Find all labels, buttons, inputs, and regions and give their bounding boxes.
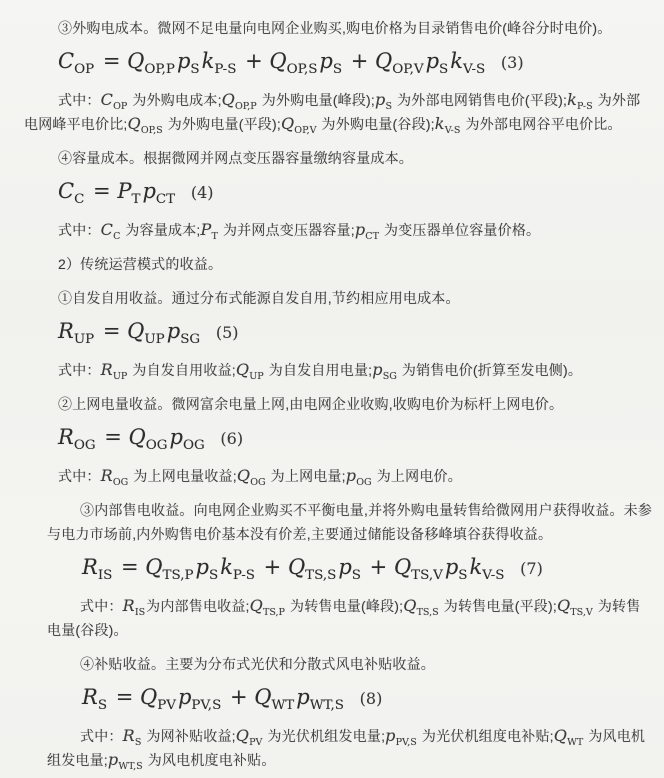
math-variable: C	[58, 179, 75, 203]
math-subscript: S	[458, 568, 468, 584]
math-variable: R	[82, 685, 98, 709]
math-variable: Q	[236, 466, 251, 485]
math-variable: Q	[553, 726, 568, 745]
math-variable: p	[166, 319, 181, 343]
math-variable: Q	[128, 425, 146, 449]
math-variable: R	[58, 425, 74, 449]
item-1-self-use-revenue: ①自发自用收益。通过分布式能源自发自用,节约相应用电成本。	[58, 290, 460, 306]
item-4-capacity-cost: ④容量成本。根据微网并网点变压器容量缴纳容量成本。	[58, 150, 413, 166]
math-variable: Q	[254, 685, 272, 709]
equation-5: $R_{UP} = Q_{UP}p_{SG}$ (5)	[58, 319, 239, 348]
math-variable: Q	[235, 726, 250, 745]
math-subscript: UP	[144, 332, 165, 348]
math-subscript: TS,S	[305, 568, 337, 584]
equation-7-legend: 式中：$R_{IS}$为内部售电收益$;Q_{TS,P}$ 为转售电量(峰段)$;Q_{TS,S}$ 为转售电量(平段)$;Q_{TS,V}$ 为转售电量(谷段)。	[47, 596, 641, 638]
math-subscript: PV	[157, 698, 176, 714]
math-variable: Q	[127, 49, 145, 73]
math-subscript: S	[97, 698, 108, 714]
equation-7: $R_{IS} = Q_{TS,P}p_Sk_{P-S} + Q_{TS,S}p_S + Q_{TS,V}p_Sk_{V-S}$ (7)	[82, 555, 543, 584]
math-subscript: S	[351, 568, 361, 584]
math-subscript: UP	[73, 332, 95, 348]
equation-6: $R_{OG} = Q_{OG}p_{OG}$ (6)	[58, 425, 244, 454]
math-subscript: WT,S	[118, 760, 143, 772]
math-subscript: TS,P	[262, 606, 285, 618]
math-subscript: T	[211, 230, 218, 242]
equation-5-legend: 式中：$R_{UP}$ 为自发自用收益$;Q_{UP}$ 为自发自用电量$;p_{SG}$ 为销售电价(折算至发电侧)。	[58, 360, 583, 382]
math-variable: p	[375, 90, 386, 109]
math-variable: k	[434, 114, 445, 133]
math-subscript: OP,V	[392, 62, 424, 78]
math-subscript: TS,S	[416, 606, 439, 618]
math-variable: p	[142, 179, 156, 203]
math-variable: k	[469, 555, 483, 579]
equation-number: (6)	[220, 429, 244, 448]
math-variable: k	[220, 555, 233, 579]
math-variable: Q	[127, 114, 141, 133]
math-variable: p	[354, 220, 366, 239]
math-variable: p	[296, 685, 310, 709]
item-4-subsidy-revenue: ④补贴收益。主要为分布式光伏和分散式风电补贴收益。	[80, 656, 435, 672]
math-variable: p	[345, 466, 357, 485]
math-subscript: S	[190, 62, 200, 78]
math-variable: p	[319, 49, 333, 73]
equation-3: $C_{OP} = Q_{OP,P}p_Sk_{P-S} + Q_{OP,S}p_S + Q_{OP,V}p_Sk_{V-S}$ (3)	[58, 49, 524, 78]
math-variable: C	[100, 220, 114, 239]
math-subscript: SG	[180, 332, 201, 348]
math-subscript: UP	[112, 370, 128, 382]
math-subscript: WT	[567, 736, 584, 748]
math-subscript: V-S	[482, 568, 505, 584]
math-subscript: UP	[249, 370, 264, 382]
math-subscript: C	[74, 192, 85, 208]
math-variable: R	[100, 360, 113, 379]
math-subscript: IS	[134, 606, 146, 618]
math-subscript: OG	[112, 476, 129, 488]
equation-number: (8)	[359, 689, 383, 708]
math-variable: R	[100, 466, 113, 485]
math-variable: k	[450, 49, 463, 73]
math-subscript: OG	[182, 438, 205, 454]
math-variable: Q	[287, 555, 306, 579]
equation-number: (7)	[520, 559, 543, 578]
equation-8: $R_S = Q_{PV}p_{PV,S} + Q_{WT}p_{WT,S}$ (8)	[82, 685, 383, 714]
math-subscript: S	[439, 62, 449, 78]
math-subscript: S	[208, 568, 219, 584]
math-subscript: IS	[97, 568, 113, 584]
math-variable: p	[425, 49, 440, 73]
math-subscript: OP,P	[144, 62, 175, 78]
math-variable: k	[567, 90, 578, 109]
math-subscript: SG	[382, 370, 397, 382]
math-variable: R	[82, 555, 98, 579]
item-3-internal-sale-revenue: ③内部售电收益。向电网企业购买不平衡电量,并将外购电量转售给微网用户获得收益。未参与电力市场前,内外购售电价基本没有价差,主要通过储能设备移峰填谷获得收益。	[47, 502, 653, 542]
math-subscript: P-S	[577, 100, 593, 112]
math-variable: P	[200, 220, 212, 239]
math-variable: p	[385, 726, 396, 745]
math-variable: C	[58, 49, 75, 73]
math-variable: p	[169, 425, 183, 449]
math-variable: k	[201, 49, 215, 73]
math-variable: C	[100, 90, 114, 109]
math-subscript: OG	[73, 438, 96, 454]
math-subscript: CT	[155, 192, 176, 208]
math-variable: p	[177, 685, 192, 709]
math-variable: p	[176, 49, 191, 73]
math-subscript: PV,S	[395, 736, 417, 748]
math-subscript: V-S	[444, 124, 461, 136]
equation-number: (3)	[500, 53, 524, 72]
document-body	[0, 16, 658, 772]
math-subscript: OP,S	[286, 62, 318, 78]
math-subscript: S	[134, 736, 142, 748]
math-subscript: C	[113, 230, 121, 242]
math-subscript: OG	[250, 476, 266, 488]
equation-4: $C_C = P_Tp_{CT}$ (4)	[58, 179, 214, 208]
math-variable: R	[122, 726, 135, 745]
math-variable: Q	[403, 596, 417, 615]
math-variable: Q	[221, 90, 235, 109]
math-subscript: V-S	[462, 62, 486, 78]
math-subscript: CT	[365, 230, 379, 242]
math-subscript: S	[332, 62, 343, 78]
equation-6-legend: 式中：$R_{OG}$ 为上网电量收益$;Q_{OG}$ 为上网电量$;p_{OG}$ 为上网电价。	[58, 466, 462, 488]
math-subscript: OG	[356, 476, 372, 488]
math-subscript: OP,P	[235, 100, 257, 112]
math-variable: p	[195, 555, 209, 579]
math-variable: Q	[556, 596, 571, 615]
math-variable: Q	[375, 49, 393, 73]
section-2-heading: 2）传统运营模式的收益。	[58, 256, 223, 272]
math-variable: Q	[127, 319, 145, 343]
math-subscript: WT	[271, 698, 295, 714]
item-2-grid-feed-revenue: ②上网电量收益。微网富余电量上网,由电网企业收购,收购电价为标杆上网电价。	[58, 396, 564, 412]
equation-number: (4)	[190, 183, 214, 202]
math-subscript: OP,V	[294, 124, 317, 136]
math-variable: p	[372, 360, 383, 379]
equation-8-legend: 式中：$R_S$ 为网补贴收益$;Q_{PV}$ 为光伏机组发电量$;p_{PV,S}$ 为光伏机组度电补贴$;Q_{WT}$ 为风电机组发电量$;p_{WT,S}$ 为风电机度电补贴。	[47, 726, 646, 772]
equation-4-legend: 式中：$C_C$ 为容量成本$;P_T$ 为并网点变压器容量$;p_{CT}$ 为变压器单位容量价格。	[58, 220, 541, 242]
math-subscript: TS,V	[570, 606, 593, 618]
math-variable: Q	[145, 555, 163, 579]
math-variable: R	[122, 596, 135, 615]
math-subscript: PV,S	[191, 698, 222, 714]
math-variable: p	[444, 555, 459, 579]
math-variable: Q	[249, 596, 263, 615]
math-subscript: WT,S	[309, 698, 344, 714]
math-variable: Q	[393, 555, 412, 579]
math-subscript: P-S	[232, 568, 255, 584]
math-variable: Q	[280, 114, 295, 133]
math-subscript: OP	[74, 62, 95, 78]
math-subscript: OP	[113, 100, 128, 112]
math-subscript: T	[131, 192, 141, 208]
math-subscript: TS,P	[162, 568, 194, 584]
math-variable: Q	[139, 685, 158, 709]
math-subscript: TS,V	[411, 568, 443, 584]
math-variable: Q	[269, 49, 287, 73]
math-subscript: P-S	[214, 62, 237, 78]
equation-3-legend: 式中：$C_{OP}$ 为外购电成本$;Q_{OP,P}$ 为外购电量(峰段)$;p_S$ 为外部电网销售电价(平段)$;k_{P-S}$ 为外部电网峰平电价比$;Q_{OP,S}$ 为外购电量(平段)$;Q_{OP,V}$ 为外购电量(谷段)$;k_{V-S}$ 为外部电网谷平电价比。	[24, 90, 641, 136]
math-variable: p	[338, 555, 352, 579]
math-subscript: PV	[249, 736, 263, 748]
math-variable: Q	[235, 360, 250, 379]
math-subscript: OP,S	[140, 124, 163, 136]
math-subscript: OG	[145, 438, 168, 454]
math-variable: P	[117, 179, 132, 203]
math-variable: p	[107, 750, 119, 769]
math-variable: R	[58, 319, 74, 343]
math-subscript: S	[385, 100, 392, 112]
equation-number: (5)	[215, 323, 239, 342]
item-3-purchased-power-cost: ③外购电成本。微网不足电量向电网企业购买,购电价格为目录销售电价(峰谷分时电价)。	[58, 20, 612, 36]
